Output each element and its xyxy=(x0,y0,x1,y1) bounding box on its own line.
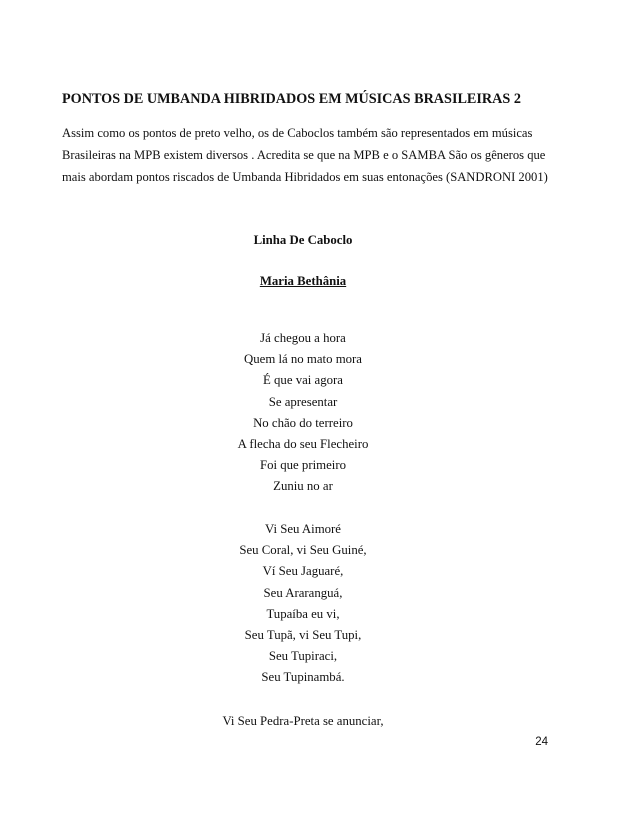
lyric-line: Ví Seu Jaguaré, xyxy=(262,564,344,579)
lyric-line: Seu Tupiraci, xyxy=(268,649,338,664)
intro-line: Brasileiras na MPB existem diversos . Acredita se que na MPB e o SAMBA São os gêneros que xyxy=(62,148,546,162)
lyric-line: Vi Seu Aimoré xyxy=(264,522,341,536)
lyric-line: Tupaíba eu vi, xyxy=(266,606,340,621)
lyrics-stanza-1 xyxy=(0,328,606,498)
lyric-line: É que vai agora xyxy=(263,373,343,388)
lyric-line: Seu Coral, vi Seu Guiné, xyxy=(239,543,367,558)
lyric-line: Já chegou a hora xyxy=(260,331,346,345)
lyric-line: Seu Tupinambá. xyxy=(261,670,345,685)
lyrics-stanza-3 xyxy=(0,711,606,732)
section-heading: PONTOS DE UMBANDA HIBRIDADOS EM MÚSICAS BRASILEIRAS 2 xyxy=(62,91,521,107)
intro-line: mais abordam pontos riscados de Umbanda Hibridados em suas entonações (SANDRONI 2001) xyxy=(62,170,548,184)
lyric-line: Vi Seu Pedra-Preta se anunciar, xyxy=(222,714,384,728)
lyric-line: Seu Tupã, vi Seu Tupi, xyxy=(244,628,362,643)
lyric-line: Zuniu no ar xyxy=(273,479,333,494)
song-artist: Maria Bethânia xyxy=(259,274,347,288)
lyric-line: Foi que primeiro xyxy=(259,458,346,473)
lyric-line: A flecha do seu Flecheiro xyxy=(237,437,369,452)
intro-line: Assim como os pontos de preto velho, os de Caboclos também são representados em músicas xyxy=(62,126,533,140)
lyric-line: Quem lá no mato mora xyxy=(244,352,362,367)
song-title: Linha De Caboclo xyxy=(253,233,353,247)
lyric-line: Seu Araranguá, xyxy=(263,585,343,600)
intro-paragraph xyxy=(62,122,582,188)
lyrics-stanza-2 xyxy=(0,519,606,689)
lyric-line: Se apresentar xyxy=(268,394,338,409)
page-number: 24 xyxy=(535,736,548,748)
lyric-line: No chão do terreiro xyxy=(253,415,353,430)
